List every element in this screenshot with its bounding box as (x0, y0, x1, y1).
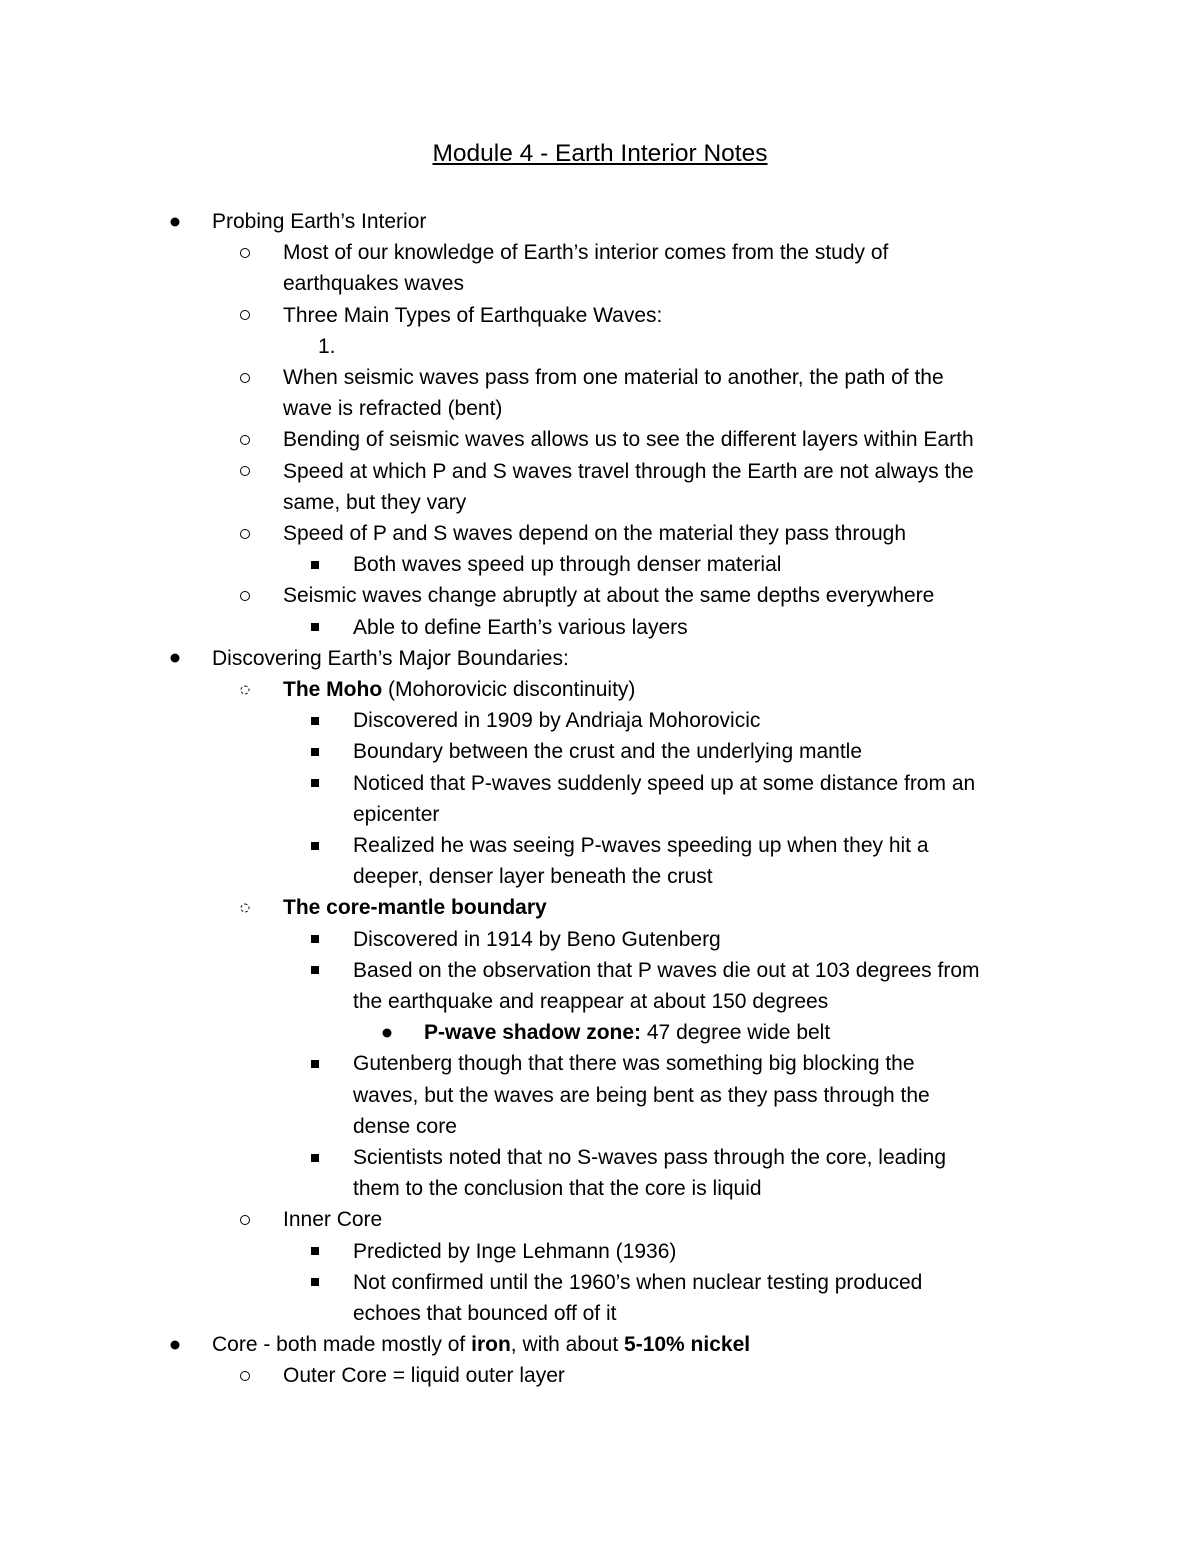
note-text (353, 1267, 922, 1298)
note-line (0, 1329, 1120, 1360)
text-segment: Realized he was seeing P-waves speeding up when they hit a (353, 834, 929, 857)
text-segment: deeper, denser layer beneath the crust (353, 865, 713, 889)
note-text (318, 331, 336, 362)
note-text (283, 1360, 565, 1391)
note-line (0, 1267, 1120, 1298)
text-segment: Discovering Earth’s Major Boundaries: (212, 646, 569, 670)
note-text (353, 1173, 762, 1204)
bullet-ring-icon (235, 1204, 255, 1235)
note-text (283, 518, 906, 549)
note-line (0, 892, 1120, 923)
bold-text: The Moho (283, 678, 383, 701)
note-line (0, 1298, 1120, 1329)
note-text (212, 643, 569, 674)
bullet-square-icon (305, 1267, 325, 1298)
note-line (0, 1204, 1120, 1235)
text-segment: 1. (318, 334, 336, 358)
note-text (353, 1236, 676, 1267)
note-text (212, 206, 426, 237)
note-line (0, 393, 1120, 424)
note-line (0, 456, 1120, 487)
text-segment: Noticed that P-waves suddenly speed up at some distance from an (353, 771, 976, 795)
note-line (0, 1080, 1120, 1111)
note-line (0, 1173, 1120, 1204)
note-line (0, 612, 1120, 643)
text-segment: Outer Core = liquid outer layer (283, 1364, 565, 1388)
note-text (283, 393, 502, 424)
note-text (353, 1080, 930, 1111)
text-segment: Boundary between the crust and the underlying mantle (353, 740, 862, 764)
note-text (353, 986, 828, 1017)
bold-text: iron (471, 1333, 511, 1357)
note-text (283, 268, 464, 299)
note-line (0, 1360, 1120, 1391)
bullet-square-icon (305, 1048, 325, 1079)
note-line (0, 861, 1120, 892)
note-line (0, 1017, 1120, 1048)
text-segment: 47 degree wide belt (641, 1021, 831, 1045)
note-text (283, 580, 934, 611)
note-line (0, 362, 1120, 393)
text-segment: dense core (353, 1114, 457, 1138)
document-title: Module 4 - Earth Interior Notes (432, 140, 768, 167)
note-line (0, 206, 1120, 237)
text-segment: Based on the observation that P waves die out at 103 degrees from (353, 958, 980, 982)
bullet-open-circle-icon (235, 674, 255, 705)
note-line (0, 237, 1120, 268)
note-text (283, 456, 974, 487)
text-segment: earthquakes waves (283, 272, 464, 296)
bullet-dot-icon (165, 643, 185, 674)
note-text (353, 830, 929, 861)
note-line (0, 705, 1120, 736)
text-segment: wave is refracted (bent) (283, 397, 503, 421)
note-text (283, 300, 662, 331)
note-text (283, 424, 974, 455)
note-text (353, 549, 781, 580)
text-segment: Able to define Earth’s various layers (353, 615, 688, 639)
bullet-ring-icon (235, 237, 255, 268)
bullet-ring-icon (235, 580, 255, 611)
text-segment: Core - both made mostly of (212, 1333, 472, 1357)
note-line (0, 674, 1120, 705)
note-text (353, 705, 760, 736)
note-text (283, 1204, 382, 1235)
note-text (353, 1048, 915, 1079)
bullet-ring-icon (235, 300, 255, 331)
note-text (353, 1142, 946, 1173)
text-segment: Discovered in 1909 by Andriaja Mohorovicic (353, 709, 761, 733)
bullet-square-icon (305, 924, 325, 955)
note-text (283, 892, 547, 923)
bullet-square-icon (305, 1236, 325, 1267)
bullet-open-circle-icon (235, 892, 255, 923)
text-segment: Discovered in 1914 by Beno Gutenberg (353, 927, 721, 951)
note-line (0, 768, 1120, 799)
bold-text: P-wave shadow zone: (424, 1021, 642, 1045)
note-text (424, 1017, 830, 1048)
text-segment: Inner Core (283, 1208, 383, 1232)
note-line (0, 830, 1120, 861)
text-segment: Probing Earth’s Interior (212, 210, 427, 233)
bullet-ring-icon (235, 518, 255, 549)
text-segment: Seismic waves change abruptly at about the same depths everywhere (283, 584, 935, 608)
bullet-square-icon (305, 955, 325, 986)
bullet-ring-icon (235, 362, 255, 393)
bullet-square-icon (305, 1142, 325, 1173)
note-line (0, 331, 1120, 362)
text-segment: (Mohorovicic discontinuity) (382, 678, 636, 701)
bullet-square-icon (305, 736, 325, 767)
note-text (283, 674, 635, 705)
text-segment: When seismic waves pass from one material to another, the path of the (283, 366, 944, 389)
note-text (353, 612, 688, 643)
bold-text: The core-mantle boundary (283, 896, 547, 920)
bullet-ring-icon (235, 424, 255, 455)
bullet-square-icon (305, 705, 325, 736)
note-line (0, 1048, 1120, 1079)
bullet-dot-icon (377, 1017, 397, 1048)
text-segment: Speed of P and S waves depend on the material they pass through (283, 522, 907, 545)
text-segment: them to the conclusion that the core is liquid (353, 1177, 762, 1201)
note-line (0, 924, 1120, 955)
text-segment: waves, but the waves are being bent as they pass through the (353, 1083, 930, 1107)
note-text (353, 1111, 457, 1142)
note-text (353, 924, 721, 955)
note-line (0, 487, 1120, 518)
text-segment: Predicted by Inge Lehmann (1936) (353, 1239, 677, 1263)
note-text (283, 237, 888, 268)
note-text (212, 1329, 750, 1360)
note-text (283, 487, 466, 518)
note-line (0, 580, 1120, 611)
text-segment: Scientists noted that no S-waves pass through the core, leading (353, 1146, 947, 1169)
text-segment: same, but they vary (283, 490, 467, 514)
text-segment: Bending of seismic waves allows us to see the different layers within Earth (283, 428, 974, 452)
note-line (0, 300, 1120, 331)
note-text (353, 768, 975, 799)
bullet-square-icon (305, 612, 325, 643)
note-text (353, 1298, 616, 1329)
note-text (353, 799, 439, 830)
note-line (0, 1142, 1120, 1173)
text-segment: epicenter (353, 802, 440, 826)
text-segment: Three Main Types of Earthquake Waves: (283, 303, 663, 327)
bullet-dot-icon (165, 1329, 185, 1360)
text-segment: Gutenberg though that there was something big blocking the (353, 1052, 915, 1076)
note-line (0, 518, 1120, 549)
bullet-ring-icon (235, 456, 255, 487)
bullet-square-icon (305, 768, 325, 799)
note-line (0, 424, 1120, 455)
note-text (353, 955, 980, 986)
note-line (0, 643, 1120, 674)
note-line (0, 549, 1120, 580)
text-segment: the earthquake and reappear at about 150 degrees (353, 990, 829, 1013)
bullet-ring-icon (235, 1360, 255, 1391)
note-line (0, 736, 1120, 767)
note-text (283, 362, 944, 393)
note-line (0, 268, 1120, 299)
text-segment: Not confirmed until the 1960’s when nuclear testing produced (353, 1270, 923, 1294)
text-segment: Speed at which P and S waves travel through the Earth are not always the (283, 459, 974, 483)
bullet-square-icon (305, 830, 325, 861)
note-line (0, 986, 1120, 1017)
text-segment: Both waves speed up through denser material (353, 553, 782, 577)
note-text (353, 861, 713, 892)
note-line (0, 1111, 1120, 1142)
note-line (0, 955, 1120, 986)
note-line (0, 1236, 1120, 1267)
bold-text: 5-10% nickel (624, 1333, 751, 1357)
bullet-dot-icon (165, 206, 185, 237)
text-segment: , with about (510, 1333, 625, 1357)
text-segment: echoes that bounced off of it (353, 1302, 617, 1325)
note-line (0, 799, 1120, 830)
text-segment: Most of our knowledge of Earth’s interior comes from the study of (283, 241, 889, 265)
bullet-square-icon (305, 549, 325, 580)
note-text (353, 736, 862, 767)
